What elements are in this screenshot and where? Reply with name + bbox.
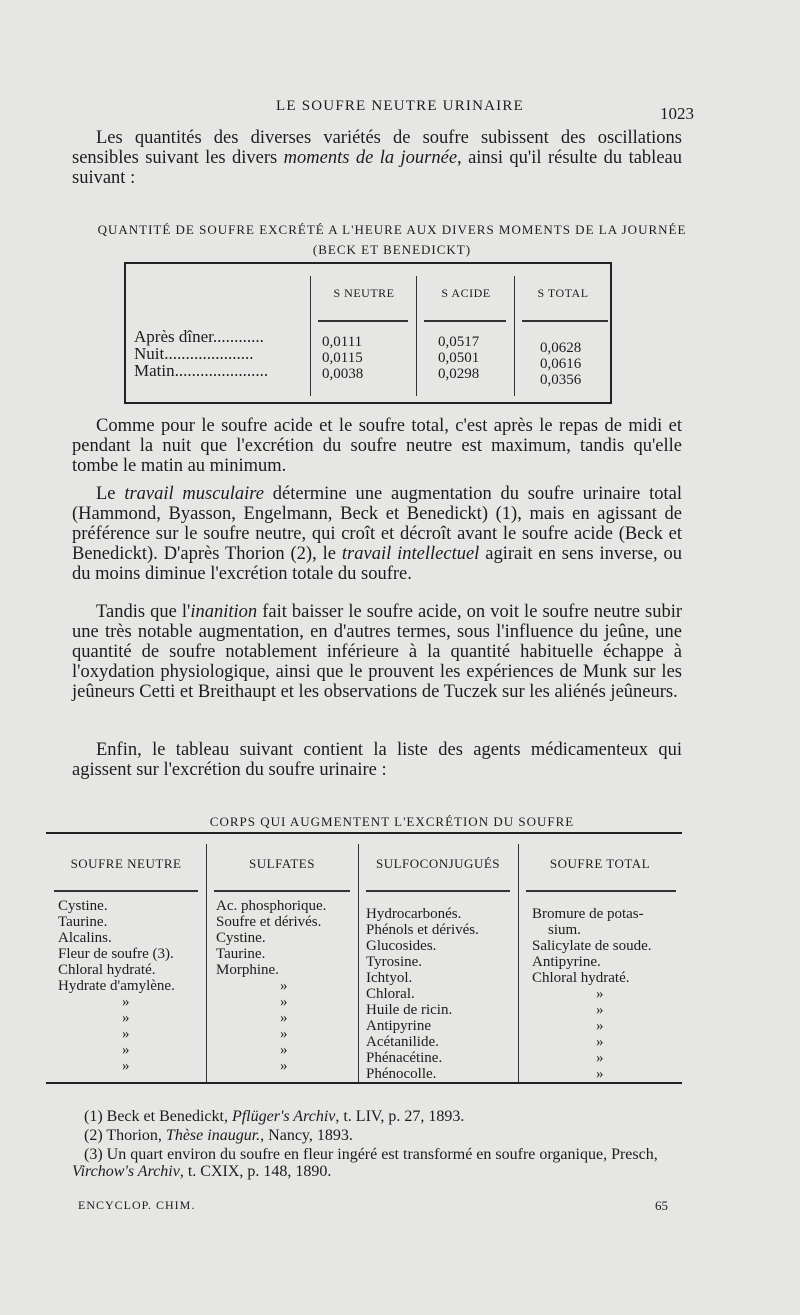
row-label: Nuit..................... bbox=[134, 344, 254, 363]
cell-value: 0,0115 bbox=[322, 350, 363, 366]
list-item: Salicylate de soude. bbox=[532, 938, 652, 954]
list-item: » bbox=[596, 1066, 604, 1082]
list-item: Phénols et dérivés. bbox=[366, 922, 479, 938]
header-soufre-total: SOUFRE TOTAL bbox=[549, 856, 651, 871]
list-item: Antipyrine. bbox=[532, 954, 601, 970]
list-item: Ac. phosphorique. bbox=[216, 898, 327, 914]
list-item: Phénacétine. bbox=[366, 1050, 443, 1066]
list-item: » bbox=[280, 1042, 288, 1058]
list-item: Ichtyol. bbox=[366, 970, 413, 986]
list-item: Alcalins. bbox=[58, 930, 112, 946]
header-soufre-neutre: SOUFRE NEUTRE bbox=[70, 856, 182, 871]
list-item: Chloral hydraté. bbox=[58, 962, 156, 978]
intro-paragraph: Les quantités des diverses variétés de soufre subissent des oscillations sensibles suivant les divers moments de la journée, ainsi qu'il résulte du tableau suivant : bbox=[72, 128, 682, 188]
col-total bbox=[540, 340, 581, 388]
list-item: sium. bbox=[548, 922, 581, 938]
paragraph-2: Comme pour le soufre acide et le soufre total, c'est après le repas de midi et pendant la nuit que l'excrétion du soufre neutre est maximum, tandis qu'elle tombe le matin au minimum. bbox=[72, 416, 682, 476]
list-item: » bbox=[596, 1018, 604, 1034]
list-item: » bbox=[280, 1026, 288, 1042]
list-item: Cystine. bbox=[216, 930, 266, 946]
cell-value: 0,0111 bbox=[322, 334, 363, 350]
list-item: Soufre et dérivés. bbox=[216, 914, 322, 930]
row-label: Matin...................... bbox=[134, 361, 269, 380]
list-item: Morphine. bbox=[216, 962, 279, 978]
list-item: Phénocolle. bbox=[366, 1066, 437, 1082]
header-sulfoconjugues: SULFOCONJUGUÉS bbox=[375, 856, 501, 871]
table2-caption: CORPS QUI AUGMENTENT L'EXCRÉTION DU SOUFRE bbox=[209, 814, 575, 829]
cell-value: 0,0298 bbox=[438, 366, 480, 382]
list-item: » bbox=[596, 1002, 604, 1018]
col-soufre-total bbox=[532, 906, 652, 1082]
header-s-acide: S ACIDE bbox=[441, 286, 491, 300]
list-item: » bbox=[280, 978, 288, 994]
list-item: Chloral. bbox=[366, 986, 415, 1002]
footnote-3: (3) Un quart environ du soufre en fleur ingéré est transformé en soufre organique, Presch, Virchow's Archiv, t. CXIX, p. 148, 1890. bbox=[72, 1146, 658, 1180]
list-item: Fleur de soufre (3). bbox=[58, 946, 174, 962]
cell-value: 0,0038 bbox=[322, 366, 364, 382]
col-acide bbox=[438, 334, 479, 382]
list-item: » bbox=[280, 1010, 288, 1026]
page-number: 1023 bbox=[660, 104, 694, 123]
row-labels bbox=[134, 328, 268, 379]
cell-value: 0,0501 bbox=[438, 350, 480, 366]
list-item: Chloral hydraté. bbox=[532, 970, 630, 986]
table-sulfur-by-time bbox=[124, 262, 612, 404]
paragraph-4: Tandis que l'inanition fait baisser le soufre acide, on voit le soufre neutre subir une très notable augmentation, en d'autres termes, sous l'influence du jeûne, une quantité de soufre notablement inférieure à la quantité habituelle échappe à l'oxydation physiologique, ainsi que le prouvent les expériences de Munk sur les jeûneurs Cetti et Breithaupt et les observations de Tuczek sur les aliénés jeûneurs. bbox=[72, 602, 682, 702]
cell-value: 0,0356 bbox=[540, 372, 582, 388]
footnote-2: (2) Thorion, Thèse inaugur., Nancy, 1893. bbox=[84, 1127, 353, 1144]
cell-value: 0,0616 bbox=[540, 356, 582, 372]
table-sulfur-agents bbox=[46, 832, 682, 1084]
list-item: » bbox=[596, 986, 604, 1002]
list-item: Cystine. bbox=[58, 898, 108, 914]
list-item: » bbox=[122, 1010, 130, 1026]
list-item: Huile de ricin. bbox=[366, 1002, 453, 1018]
col-neutre bbox=[322, 334, 363, 382]
col-sulfates bbox=[216, 898, 326, 1074]
col-soufre-neutre bbox=[58, 898, 175, 1074]
list-item: » bbox=[122, 1058, 130, 1074]
signature-mark: 65 bbox=[655, 1198, 668, 1213]
list-item: Taurine. bbox=[216, 946, 266, 962]
table1-caption-line1: QUANTITÉ DE SOUFRE EXCRÉTÉ A L'HEURE AUX DIVERS MOMENTS DE LA JOURNÉE bbox=[97, 222, 687, 237]
list-item: Acétanilide. bbox=[366, 1034, 439, 1050]
list-item: » bbox=[596, 1034, 604, 1050]
col-sulfoconjugues bbox=[366, 906, 479, 1082]
list-item: Glucosides. bbox=[366, 938, 437, 954]
paragraph-3: Le travail musculaire détermine une augmentation du soufre urinaire total (Hammond, Byasson, Engelmann, Beck et Benedickt) (1), mais en agissant de préférence sur le soufre neutre, qui croît et décroît avant le soufre acide (Beck et Benedickt). D'après Thorion (2), le travail intellectuel agirait en sens inverse, ou du moins diminue l'excrétion totale du soufre. bbox=[72, 484, 683, 584]
list-item: » bbox=[122, 1042, 130, 1058]
cell-value: 0,0517 bbox=[438, 334, 480, 350]
row-label: Après dîner............ bbox=[134, 327, 264, 346]
cell-value: 0,0628 bbox=[540, 340, 582, 356]
list-item: » bbox=[596, 1050, 604, 1066]
header-sulfates: SULFATES bbox=[249, 856, 315, 871]
running-title: LE SOUFRE NEUTRE URINAIRE bbox=[276, 98, 524, 114]
table1-caption bbox=[72, 220, 712, 260]
header-s-total: S TOTAL bbox=[537, 286, 589, 300]
footer-encyclop: ENCYCLOP. CHIM. bbox=[78, 1198, 196, 1212]
list-item: Antipyrine bbox=[366, 1018, 431, 1034]
list-item: Hydrocarbonés. bbox=[366, 906, 462, 922]
list-item: Bromure de potas- bbox=[532, 906, 644, 922]
list-item: » bbox=[280, 994, 288, 1010]
list-item: Hydrate d'amylène. bbox=[58, 978, 175, 994]
list-item: » bbox=[122, 994, 130, 1010]
list-item: » bbox=[280, 1058, 288, 1074]
list-item: Taurine. bbox=[58, 914, 108, 930]
list-item: » bbox=[122, 1026, 130, 1042]
table1-caption-line2: (BECK ET BENEDICKT) bbox=[312, 242, 472, 257]
footnote-1: (1) Beck et Benedickt, Pflüger's Archiv, t. LIV, p. 27, 1893. bbox=[84, 1108, 465, 1125]
list-item: Tyrosine. bbox=[366, 954, 423, 970]
header-s-neutre: S NEUTRE bbox=[333, 286, 395, 300]
paragraph-5: Enfin, le tableau suivant contient la liste des agents médicamenteux qui agissent sur l'excrétion du soufre urinaire : bbox=[72, 740, 682, 780]
